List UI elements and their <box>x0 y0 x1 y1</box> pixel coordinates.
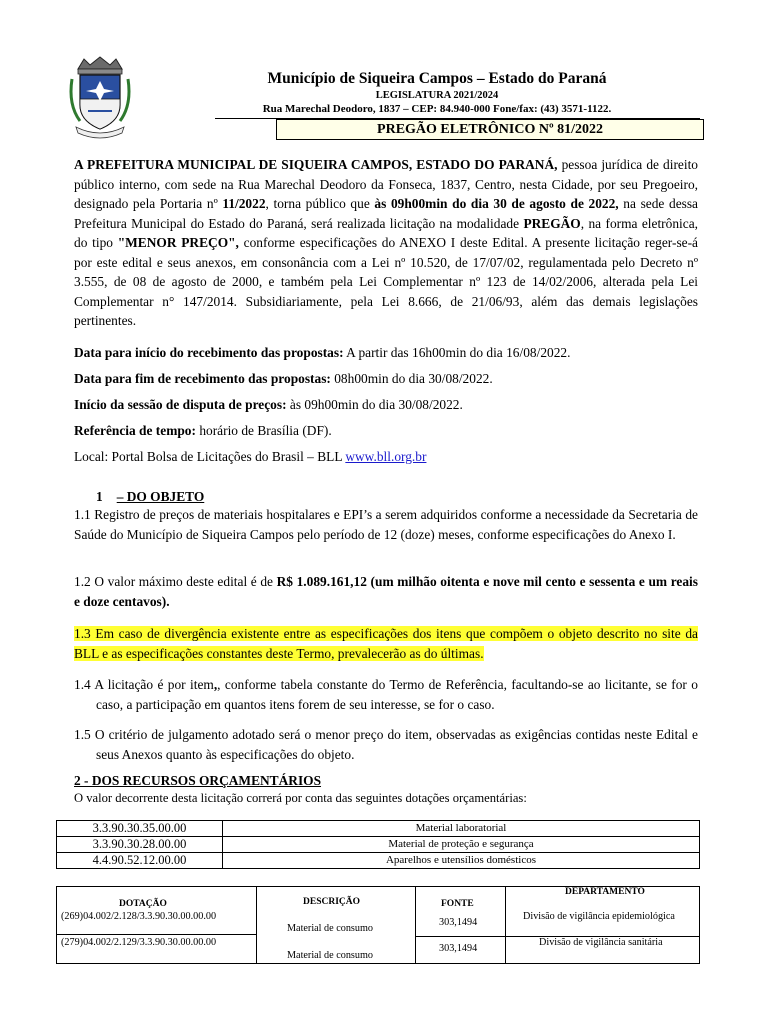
end-date-label: Data para fim de recebimento das propostas: <box>74 371 331 386</box>
start-date-line <box>74 343 698 363</box>
header-fonte: FONTE <box>441 899 474 909</box>
portaria-number: 11/2022 <box>222 196 266 211</box>
legislature-line: LEGISLATURA 2021/2024 <box>375 90 499 101</box>
header-dotacao: DOTAÇÃO <box>119 899 167 909</box>
item-1-2 <box>74 572 698 611</box>
time-reference-line <box>74 421 698 441</box>
row-1-departamento: Divisão de vigilância epidemiológica <box>523 911 675 922</box>
row-divider <box>57 934 256 935</box>
row-1-descricao: Material de consumo <box>287 923 374 934</box>
item-1-4-text-a: 1.4 A licitação é por item <box>74 677 214 692</box>
address-line: Rua Marechal Deodoro, 1837 – CEP: 84.940-000 Fone/fax: (43) 3571-1122. <box>262 103 612 115</box>
intro-text-4: , na forma eletrônica, do tipo <box>74 215 698 250</box>
row-1-fonte: 303,1494 <box>439 917 478 928</box>
item-1-3 <box>74 624 698 663</box>
session-datetime: às 09h00min do dia 30 de agosto de 2022, <box>374 196 619 211</box>
start-date-value: A partir das 16h00min do dia 16/08/2022. <box>343 345 571 360</box>
section-2-title: 2 - DOS RECURSOS ORÇAMENTÁRIOS <box>74 773 322 788</box>
intro-text-1: pessoa jurídica de direito público interno, com sede na Rua Marechal Deodoro da Fonseca, 1837, Centro, nesta Cidade, por seu Pregoeiro, designado pela Portaria nº <box>74 157 698 211</box>
section-1-number: 1 <box>96 489 103 504</box>
intro-lead: A PREFEITURA MUNICIPAL DE SIQUEIRA CAMPOS, ESTADO DO PARANÁ, <box>74 157 558 172</box>
allocation-description: Material de proteção e segurança <box>223 837 700 853</box>
item-1-3-highlighted-text: 1.3 Em caso de divergência existente entre as especificações dos itens que compõem o objeto descrito no site da BLL e as especificações constantes deste Termo, prevalecerão as do últimas. <box>74 626 698 661</box>
municipality-title: Município de Siqueira Campos – Estado do Paraná <box>267 70 607 87</box>
start-date-label: Data para início do recebimento das propostas: <box>74 345 344 360</box>
intro-text-2: , torna público que <box>265 196 375 211</box>
table-row <box>57 853 700 869</box>
end-date-line <box>74 369 698 389</box>
section-2-heading <box>74 771 698 791</box>
pregao-number-box: PREGÃO ELETRÔNICO Nº 81/2022 <box>276 119 704 140</box>
row-2-descricao: Material de consumo <box>287 950 374 961</box>
header-departamento: DEPARTAMENTO <box>565 887 645 897</box>
time-reference-value: horário de Brasília (DF). <box>195 423 332 438</box>
item-1-1: 1.1 Registro de preços de materiais hospitalares e EPI’s a serem adquiridos conforme a necessidade da Secretaria de Saúde do Município de Siqueira Campos pelo período de 12 (doze) meses, conforme especificações do Anexo I. <box>74 507 698 542</box>
time-reference-label: Referência de tempo: <box>74 423 196 438</box>
table-row <box>57 837 700 853</box>
column-divider <box>256 887 257 963</box>
allocation-description: Aparelhos e utensílios domésticos <box>223 853 700 869</box>
item-1-4-text-b: , conforme tabela constante do Termo de Referência, facultando-se ao licitante, se for o caso, a participação em quantos itens forem de seu interesse, se for o caso. <box>96 677 698 712</box>
row-2-departamento: Divisão de vigilância sanitária <box>539 937 663 948</box>
item-1-4: 1.4 A licitação é por item,, conforme tabela constante do Termo de Referência, facultando-se ao licitante, se for o caso, a participação em quantos itens forem de seu interesse, se for o caso. <box>74 677 698 712</box>
bll-website-link[interactable]: www.bll.org.br <box>345 449 427 464</box>
tipo: "MENOR PREÇO", <box>117 235 239 250</box>
allocation-code: 3.3.90.30.28.00.00 <box>57 837 223 853</box>
dotacao-table <box>56 886 700 964</box>
column-divider <box>505 887 506 963</box>
section-1-title: – DO OBJETO <box>116 489 205 504</box>
allocation-description: Material laboratorial <box>223 821 700 837</box>
location-text: Local: Portal Bolsa de Licitações do Brasil – BLL <box>74 449 346 464</box>
location-line <box>74 447 698 467</box>
item-1-5: 1.5 O critério de julgamento adotado será o menor preço do item, observadas as exigências contidas neste Edital e seus Anexos quanto às especificações do objeto. <box>74 727 698 762</box>
section-1-heading <box>96 487 720 507</box>
column-divider <box>415 887 416 963</box>
intro-text-5: conforme especificações do ANEXO I deste Edital. A presente licitação reger-se-á por este edital e seus anexos, em consonância com a Lei nº 10.520, de 17/07/02, regulamentada pelo Decreto nº 3.555, de 08 de agosto de 2000, e também pela Lei Complementar nº 123 de 14/02/2006, alterada pela Lei Complementar n° 147/2014. Subsidiariamente, pela Lei 8.666, de 21/06/93, além das demais legislações pertinentes. <box>74 235 698 328</box>
table-row <box>57 821 700 837</box>
municipal-crest-icon <box>66 55 134 139</box>
modalidade: PREGÃO <box>523 215 581 231</box>
allocation-code: 3.3.90.30.35.00.00 <box>57 821 223 837</box>
budget-allocations-table <box>56 820 700 869</box>
intro-paragraph <box>74 155 698 331</box>
intro-text-3: na sede dessa Prefeitura Municipal do Estado do Paraná, será realizada licitação na modalidade <box>74 196 698 231</box>
row-2-fonte: 303,1494 <box>439 943 478 954</box>
allocation-code: 4.4.90.52.12.00.00 <box>57 853 223 869</box>
session-start-value: às 09h00min do dia 30/08/2022. <box>286 397 463 412</box>
session-start-line <box>74 395 698 415</box>
item-1-2-value: R$ 1.089.161,12 (um milhão oitenta e nove mil cento e sessenta e um reais e doze centavos). <box>74 574 698 609</box>
row-1-dotacao: (269)04.002/2.128/3.3.90.30.00.00.00 <box>61 911 217 922</box>
session-start-label: Início da sessão de disputa de preços: <box>74 397 287 412</box>
section-2-intro: O valor decorrente desta licitação correrá por conta das seguintes dotações orçamentárias: <box>74 791 527 805</box>
item-1-2-text: 1.2 O valor máximo deste edital é de <box>74 574 277 589</box>
row-2-dotacao: (279)04.002/2.129/3.3.90.30.00.00.00 <box>61 937 217 948</box>
end-date-value: 08h00min do dia 30/08/2022. <box>330 371 493 386</box>
header-descricao: DESCRIÇÃO <box>303 897 361 907</box>
